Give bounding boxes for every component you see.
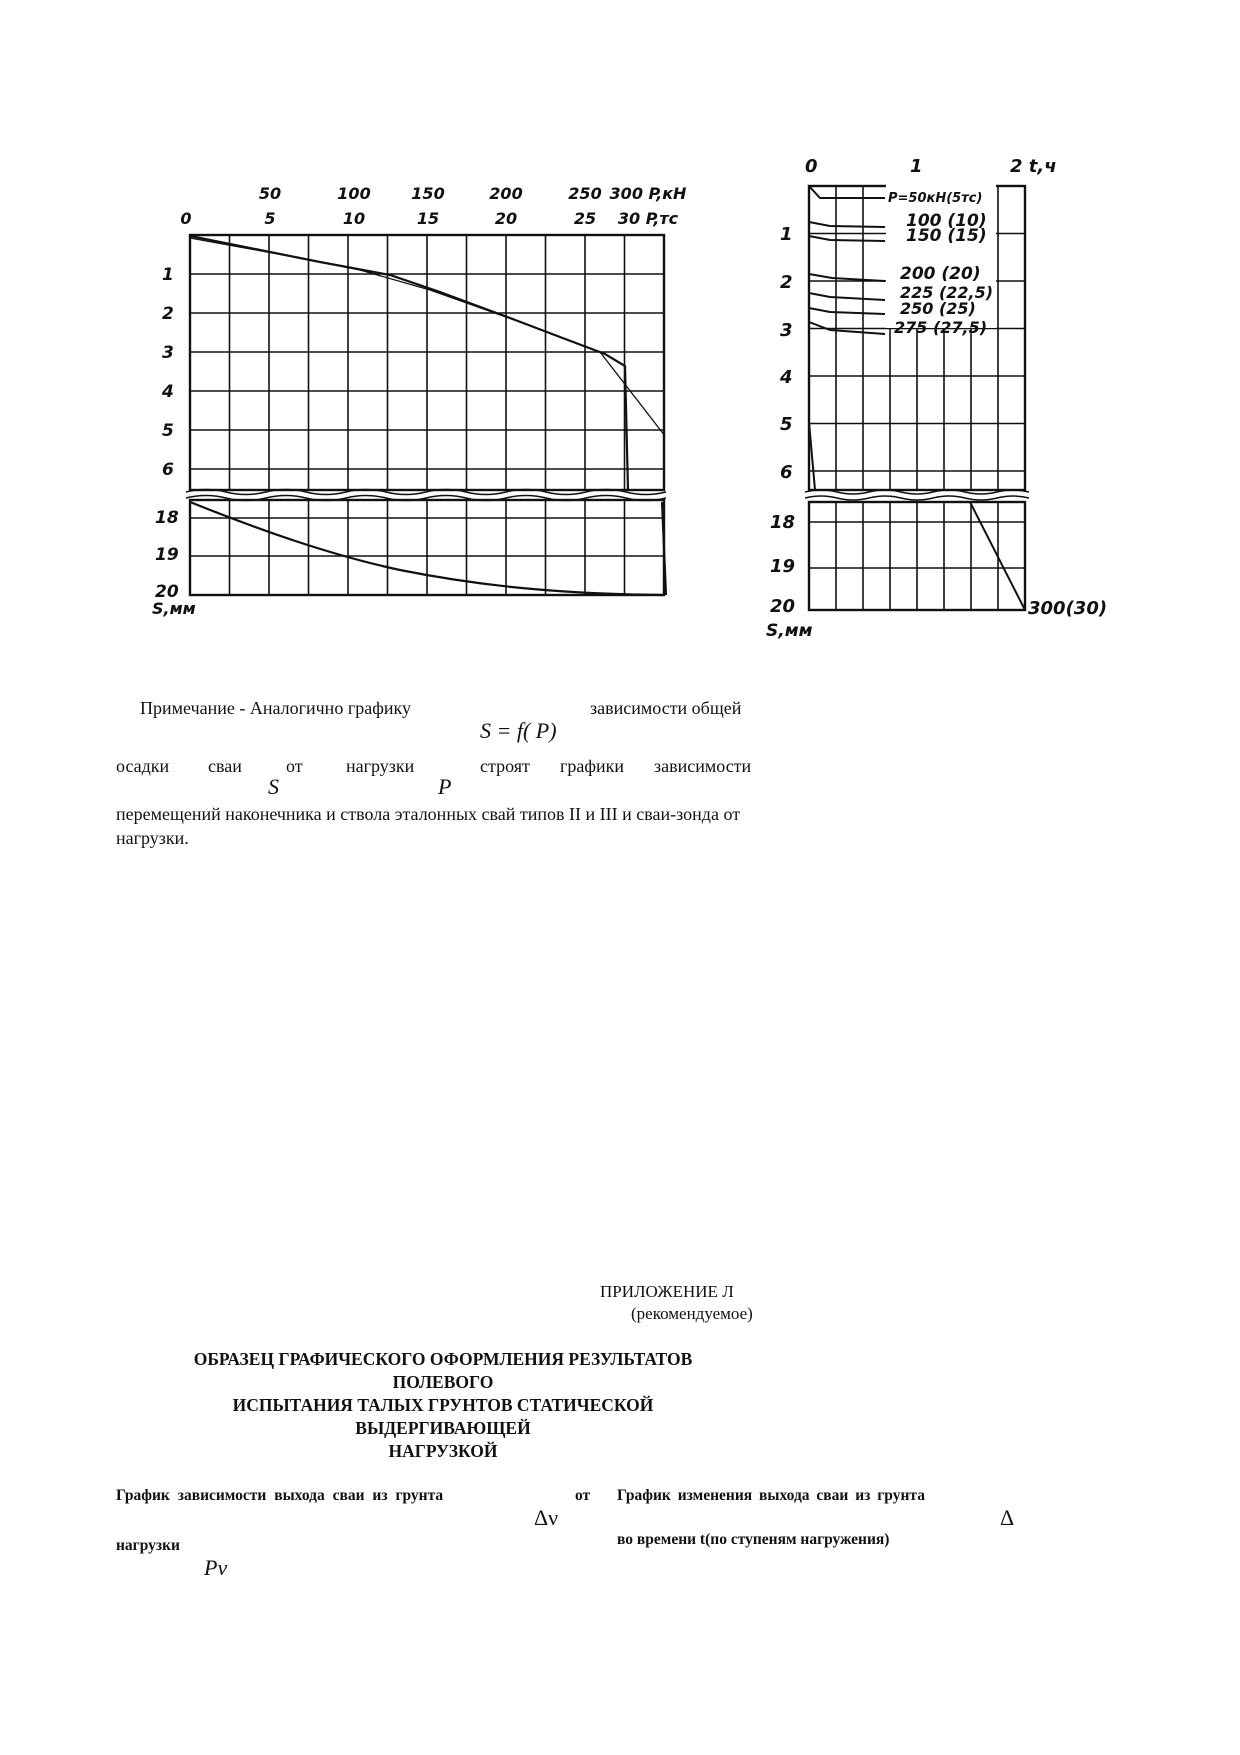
right-break-bottom (805, 496, 1029, 500)
left-axis-s-tick-label: 18 (155, 508, 179, 528)
left-figure (0, 0, 700, 640)
left-axis-s-tick-label: 6 (162, 460, 174, 480)
caption-left-line1: График зависимости выхода сваи из грунта (116, 1487, 444, 1504)
title-line-2: ПОЛЕВОГО (392, 1372, 494, 1392)
caption-right-line2: во времени t(по ступеням нагружения) (617, 1531, 890, 1548)
right-curve-label: 200 (20) (900, 264, 981, 284)
note-formula: S = f( P) (480, 718, 557, 743)
note-w7: зависимости (654, 756, 752, 776)
left-axis-tc-tick-label: 15 (416, 209, 440, 228)
note-sym-p: P (438, 774, 452, 799)
right-curve-label: P=50кН(5тс) (888, 191, 983, 206)
right-curve-label: 250 (25) (900, 299, 976, 318)
right-axis-s-tick-label: 1 (780, 224, 793, 245)
time-curve-150 (809, 236, 885, 241)
right-axis-y-title: S,мм (766, 621, 813, 641)
caption-left-sym: Δν (534, 1505, 559, 1530)
left-axis-s-tick-label: 4 (162, 382, 174, 402)
left-axis-tc-tick-label: 25 (573, 209, 597, 228)
left-axis-s-tick-label: 19 (155, 545, 179, 565)
right-curve-label: 225 (22,5) (900, 283, 994, 302)
left-axis-kn-tick-label: 150 (411, 184, 445, 203)
left-axis-kn-tick-label: 100 (337, 184, 371, 203)
caption-left-sym2: Pν (204, 1555, 228, 1580)
right-axis-t-tick-label: 1 (910, 156, 923, 177)
note-w5: строят (480, 756, 530, 776)
appendix-title (116, 1348, 770, 1463)
left-axis-tc-tick-label: 10 (342, 209, 366, 228)
right-axis-s-tick-label: 18 (770, 512, 796, 533)
caption-right-line1: График изменения выхода сваи из грунта (617, 1487, 925, 1504)
right-curve-label: 100 (10) (906, 211, 987, 231)
right-axis-s-tick-label: 6 (780, 462, 793, 483)
right-curve-label: 150 (15) (906, 226, 987, 246)
title-line-4: ВЫДЕРГИВАЮЩЕЙ (355, 1418, 531, 1438)
left-axis-y-title: S,мм (152, 599, 196, 618)
note-text-2: зависимости общей (590, 698, 742, 718)
time-curve-100 (809, 222, 885, 227)
note-text-3: перемещений наконечника и ствола эталонных свай типов II и III и сваи-зонда от нагрузки. (116, 804, 741, 848)
left-axis-s-tick-label: 3 (162, 343, 174, 363)
note-sym-s: S (268, 774, 279, 799)
time-curve-250 (809, 308, 885, 314)
left-axis-kn-tick-label: 300 P,кН (609, 184, 687, 203)
title-line-5: НАГРУЗКОЙ (388, 1441, 498, 1461)
caption-right-sym: Δ (1000, 1505, 1015, 1530)
right-axis-s-tick-label: 2 (780, 272, 793, 293)
left-curves (190, 236, 666, 595)
right-axis-s-tick-label: 5 (780, 414, 793, 435)
time-curve-200 (809, 274, 885, 281)
right-curve-label: 275 (27,5) (894, 318, 988, 337)
caption-left-line2: нагрузки (116, 1537, 180, 1554)
note-text-1: Примечание - Аналогично графику (140, 698, 411, 718)
left-axis-labels (152, 184, 687, 618)
title-line-1: ОБРАЗЕЦ ГРАФИЧЕСКОГО ОФОРМЛЕНИЯ РЕЗУЛЬТАТОВ (193, 1349, 693, 1369)
right-axis-t-tick-label: 2 t,ч (1010, 156, 1057, 177)
left-axis-kn-tick-label: 50 (258, 184, 282, 203)
note-w4: нагрузки (346, 756, 415, 776)
right-axis-s-tick-label: 19 (770, 556, 796, 577)
left-axis-s-tick-label: 20 (155, 582, 179, 602)
left-axis-tc-tick-label: 0 (180, 209, 192, 228)
left-axis-kn-tick-label: 250 (568, 184, 602, 203)
left-axis-kn-tick-label: 200 (489, 184, 523, 203)
caption-left-from: от (575, 1487, 591, 1504)
left-axis-tc-tick-label: 5 (264, 209, 276, 228)
left-axis-s-tick-label: 1 (162, 265, 174, 285)
right-axis-t-tick-label: 0 (805, 156, 818, 177)
right-axis-s-tick-label: 3 (780, 320, 793, 341)
left-axis-tc-tick-label: 30 P,тс (617, 209, 679, 228)
left-axis-s-tick-label: 5 (162, 421, 174, 441)
time-curve-225 (809, 293, 885, 300)
note-w2: сваи (208, 756, 242, 776)
note-w3: от (286, 756, 303, 776)
time-curve-50 (809, 186, 885, 198)
left-axis-s-tick-label: 2 (162, 304, 174, 324)
appendix-sublabel: (рекомендуемое) (631, 1304, 753, 1323)
right-axis-s-tick-label: 20 (770, 596, 796, 617)
right-figure (760, 140, 1120, 650)
title-line-3: ИСПЫТАНИЯ ТАЛЫХ ГРУНТОВ СТАТИЧЕСКОЙ (232, 1395, 654, 1415)
note-w1: осадки (116, 756, 170, 776)
left-axis-tc-tick-label: 20 (494, 209, 518, 228)
right-axis-s-tick-label: 4 (780, 367, 793, 388)
appendix-label: ПРИЛОЖЕНИЕ Л (600, 1282, 734, 1301)
right-end-label: 300(30) (1028, 598, 1108, 619)
note-w6: графики (560, 756, 625, 776)
